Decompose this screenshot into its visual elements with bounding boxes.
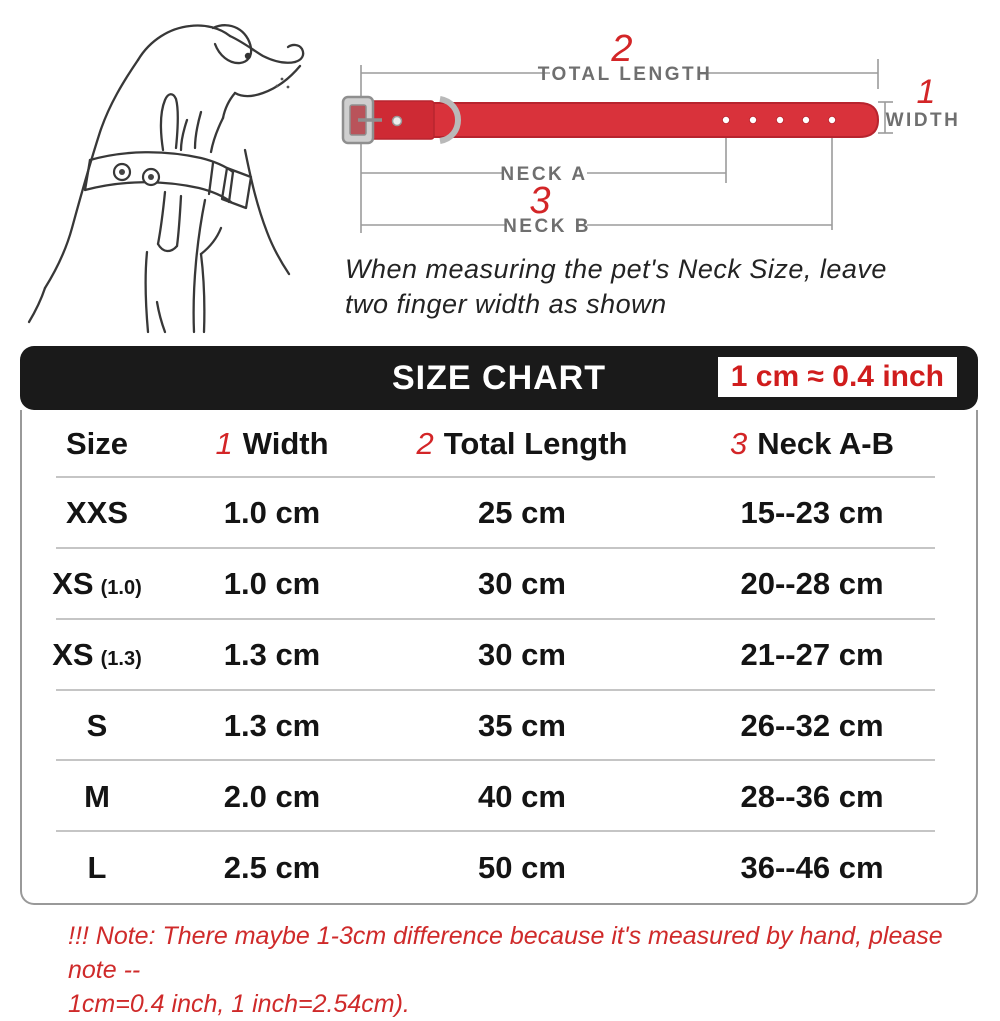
size-cell: S — [86, 707, 108, 743]
size-cell: XXS — [65, 495, 129, 531]
size-chart-title: SIZE CHART — [392, 359, 606, 397]
neck-cell: 15--23 cm — [740, 495, 884, 531]
column-header-neck: 3 Neck A-B — [730, 426, 894, 461]
neck-a-label: NECK A — [500, 164, 588, 185]
size-cell: XS (1.3) — [52, 637, 142, 673]
note-line-1: !!! Note: There maybe 1-3cm difference because it's measured by hand, please note -- — [68, 922, 943, 984]
table-header-row — [22, 410, 976, 478]
neck-cell: 36--46 cm — [740, 849, 884, 885]
total-length-cell: 35 cm — [478, 707, 566, 743]
cm-inch-conversion-badge: 1 cm ≈ 0.4 inch — [718, 357, 957, 397]
dog-details — [114, 53, 289, 185]
caption-line-1: When measuring the pet's Neck Size, leave — [345, 254, 887, 284]
total-length-label: TOTAL LENGTH — [537, 64, 713, 85]
measurement-lines — [361, 59, 893, 233]
neck-cell: 26--32 cm — [740, 707, 884, 743]
table-row-xs-1-0 — [22, 549, 976, 620]
collar-measurement-diagram — [340, 15, 1000, 250]
dog-outline — [29, 25, 303, 332]
table-row-xxs — [22, 478, 976, 549]
total-length-cell: 40 cm — [478, 778, 566, 814]
width-cell: 1.0 cm — [223, 495, 321, 531]
width-cell: 1.3 cm — [223, 637, 321, 673]
size-cell: M — [84, 778, 110, 814]
width-cell: 2.5 cm — [223, 849, 321, 885]
total-length-cell: 30 cm — [478, 637, 566, 673]
table-row-m — [22, 761, 976, 832]
width-cell: 1.3 cm — [223, 707, 321, 743]
total-length-cell: 30 cm — [478, 566, 566, 602]
size-cell: XS (1.0) — [52, 566, 142, 602]
total-length-cell: 25 cm — [478, 495, 566, 531]
note-line-2: 1cm=0.4 inch, 1 inch=2.54cm). — [68, 990, 410, 1018]
column-header-total-length: 2 Total Length — [416, 426, 628, 461]
neck-b-label: NECK B — [503, 216, 591, 237]
total-length-number: 2 — [611, 28, 633, 70]
dog-measuring-sketch — [5, 0, 340, 335]
width-label: WIDTH — [885, 110, 961, 131]
measurement-note — [68, 919, 978, 1021]
neck-cell: 28--36 cm — [740, 778, 884, 814]
column-header-width: 1 Width — [215, 426, 329, 461]
caption-line-2: two finger width as shown — [345, 289, 667, 319]
table-row-l — [22, 832, 976, 903]
total-length-cell: 50 cm — [478, 849, 566, 885]
red-collar — [343, 97, 878, 143]
neck-ab-number: 3 — [529, 180, 551, 222]
collar-rivet — [393, 117, 402, 126]
measuring-caption — [345, 252, 945, 322]
size-cell: L — [87, 849, 107, 885]
table-row-s — [22, 691, 976, 762]
neck-cell: 21--27 cm — [740, 637, 884, 673]
table-row-xs-1-3 — [22, 620, 976, 691]
size-chart-table — [20, 410, 978, 905]
column-header-size: Size — [65, 426, 129, 461]
width-number: 1 — [916, 73, 936, 111]
width-cell: 1.0 cm — [223, 566, 321, 602]
width-cell: 2.0 cm — [223, 778, 321, 814]
neck-cell: 20--28 cm — [740, 566, 884, 602]
size-chart-header-bar — [20, 346, 978, 410]
